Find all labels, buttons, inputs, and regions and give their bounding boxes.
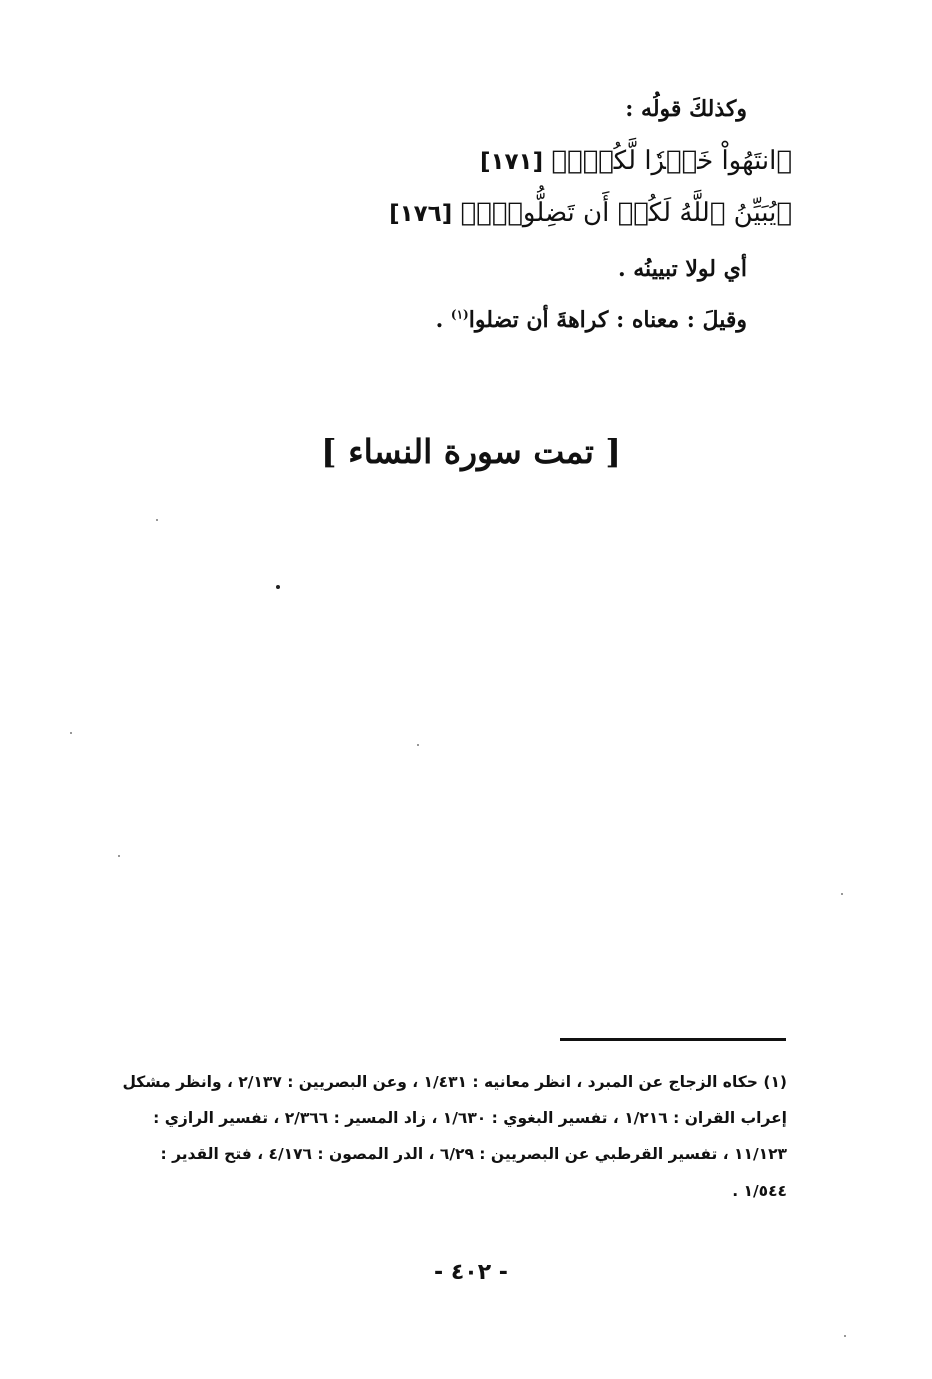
- footnote-line: ١١/١٢٣ ، تفسير القرطبي عن البصريين : ٦/٢٩ ، الدر المصون : ٤/١٧٦ ، فتح القدير :: [160, 1145, 787, 1163]
- scan-speck: [417, 744, 419, 746]
- scan-speck: [841, 893, 843, 895]
- page-number: - ٤٠٢ -: [434, 1260, 508, 1285]
- scan-speck: [70, 732, 72, 734]
- footnote-marker: (١): [450, 307, 469, 322]
- scan-speck: [156, 519, 158, 521]
- scan-speck: [844, 1335, 846, 1337]
- footnote-line: ١/٥٤٤ .: [732, 1182, 787, 1200]
- footnote-line: (١) حكاه الزجاج عن المبرد ، انظر معانيه : ١/٤٣١ ، وعن البصريين : ٢/١٣٧ ، وانظر مشكل: [122, 1073, 787, 1091]
- verse-line: [480, 146, 792, 176]
- scan-speck: [276, 585, 280, 589]
- verse-line: [389, 198, 792, 228]
- meaning-line: أي لولا تبيينُه .: [617, 256, 747, 282]
- alternative-meaning-text: وقيلَ : معناه : كراهةَ أن تضلوا: [468, 307, 747, 333]
- intro-line: وكذلكَ قولُه :: [625, 96, 747, 122]
- verse-text: ﴿يُبَيِّنُ ٱللَّهُ لَكُمۡ أَن تَضِلُّواْۗ﴾: [460, 198, 792, 228]
- footnote-separator: [560, 1038, 786, 1041]
- scan-speck: [118, 855, 120, 857]
- verse-reference: [١٧١]: [479, 149, 544, 175]
- sentence-end: .: [435, 307, 451, 333]
- alternative-meaning-line: [436, 307, 747, 333]
- verse-text: ﴿انتَهُواْ خَيۡرٗا لَّكُمۡۚ﴾: [551, 146, 792, 176]
- footnote-line: إعراب القران : ١/٢١٦ ، تفسير البغوي : ١/٦٣٠ ، زاد المسير : ٢/٣٦٦ ، تفسير الرازي :: [153, 1109, 787, 1127]
- surah-end-title: [ تمت سورة النساء ]: [321, 432, 621, 471]
- verse-reference: [١٧٦]: [389, 201, 453, 227]
